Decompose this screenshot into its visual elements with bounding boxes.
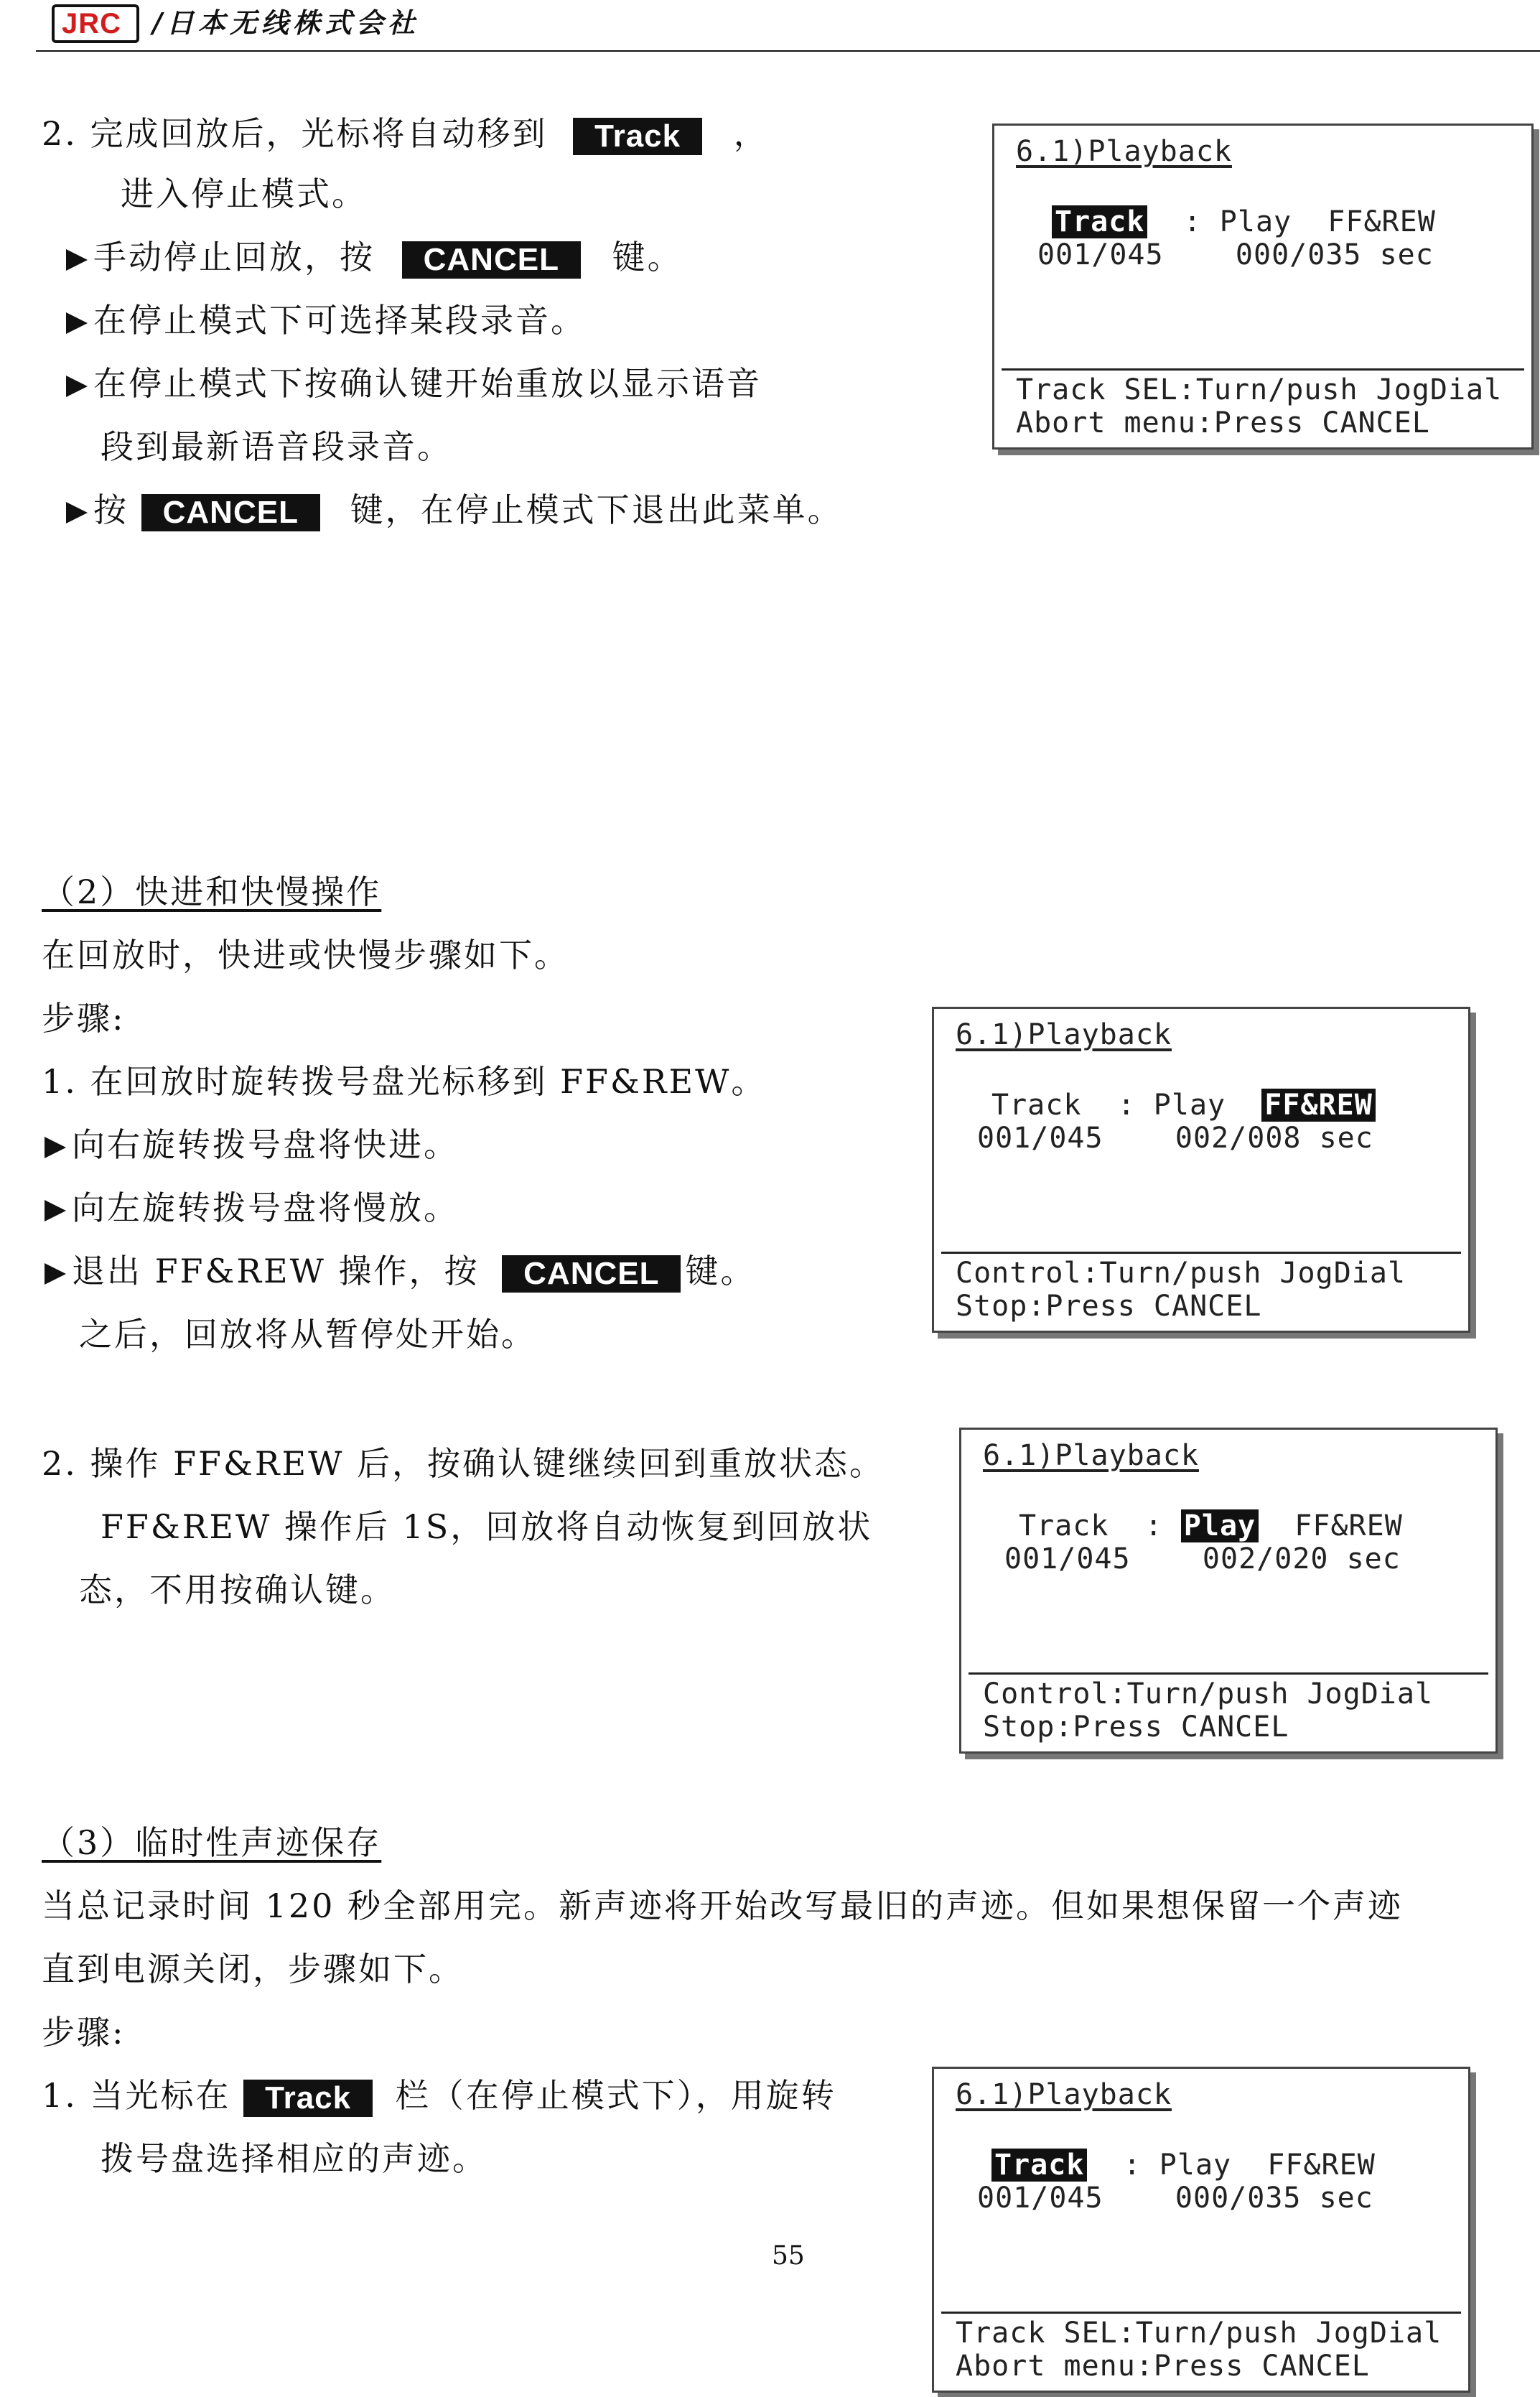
playback-screen-3 bbox=[959, 1428, 1498, 1754]
screen-footer-1: Track SEL:Turn/push JogDial bbox=[1016, 373, 1503, 406]
track-key: Track bbox=[243, 2080, 373, 2117]
header-rule bbox=[36, 50, 1540, 52]
bullet-arrow-icon bbox=[66, 249, 88, 271]
section3-p1: 当总记录时间 120 秒全部用完。新声迹将开始改写最旧的声迹。但如果想保留一个声迹 bbox=[42, 1886, 1404, 1925]
screen-footer-2: Stop:Press CANCEL bbox=[956, 1290, 1262, 1323]
jrc-logo: JRC bbox=[52, 4, 139, 43]
bullet-arrow-icon bbox=[45, 1200, 66, 1221]
screen-rule bbox=[941, 1252, 1461, 1254]
screen-title: 6.1)Playback bbox=[1016, 135, 1232, 168]
hold-step1: 1. 当光标在 Track 栏（在停止模式下），用旋转 bbox=[42, 2076, 836, 2116]
screen-field-row: Track : Play FF&REW bbox=[991, 2148, 1376, 2182]
bullet-manual-stop: 手动停止回放，按 CANCEL 键。 bbox=[66, 236, 683, 279]
screen-value-row: 001/045 000/035 sec bbox=[1037, 238, 1434, 271]
screen-value-row: 001/045 000/035 sec bbox=[977, 2182, 1373, 2215]
bullet-arrow-icon bbox=[45, 1263, 66, 1285]
section2-intro: 在回放时，快进或快慢步骤如下。 bbox=[42, 936, 569, 974]
section2-heading: （2）快进和快慢操作 bbox=[42, 872, 382, 911]
step2-line2: 进入停止模式。 bbox=[121, 174, 367, 213]
playback-screen-4 bbox=[932, 2067, 1470, 2393]
steps-label: 步骤: bbox=[42, 2013, 126, 2052]
company-name: /日本无线株式会社 bbox=[152, 6, 419, 39]
playback-screen-1 bbox=[992, 124, 1534, 450]
page-number: 55 bbox=[772, 2241, 805, 2271]
track-key: Track bbox=[573, 118, 702, 155]
bullet-replay-cont: 段到最新语音段录音。 bbox=[101, 427, 452, 466]
screen-field-row: Track : Play FF&REW bbox=[1019, 1509, 1403, 1542]
section3-heading: （3）临时性声迹保存 bbox=[42, 1823, 382, 1862]
step2-line1: 2. 完成回放后，光标将自动移到 Track ， bbox=[42, 114, 769, 154]
ffrew-step2-end: 态，不用按确认键。 bbox=[79, 1570, 396, 1609]
cancel-key: CANCEL bbox=[141, 494, 320, 531]
cancel-key: CANCEL bbox=[402, 241, 581, 279]
bullet-exit-menu: 按 CANCEL 键，在停止模式下退出此菜单。 bbox=[66, 488, 843, 531]
bullet-slow: 向左旋转拨号盘将慢放。 bbox=[45, 1186, 459, 1229]
screen-footer-1: Control:Turn/push JogDial bbox=[983, 1677, 1434, 1711]
ffrew-step2-cont: FF&REW 操作后 1S，回放将自动恢复到回放状 bbox=[101, 1507, 873, 1546]
ffrew-after: 之后，回放将从暂停处开始。 bbox=[79, 1315, 536, 1354]
screen-field-row: Track : Play FF&REW bbox=[1052, 205, 1436, 239]
screen-footer-2: Stop:Press CANCEL bbox=[983, 1711, 1289, 1744]
playback-screen-2 bbox=[932, 1007, 1470, 1333]
bullet-arrow-icon bbox=[66, 502, 88, 523]
section3-p2: 直到电源关闭，步骤如下。 bbox=[42, 1950, 464, 1988]
ffrew-step2: 2. 操作 FF&REW 后，按确认键继续回到重放状态。 bbox=[42, 1444, 885, 1483]
cancel-key: CANCEL bbox=[502, 1255, 681, 1293]
screen-value-row: 001/045 002/008 sec bbox=[977, 1122, 1373, 1155]
hold-step1-cont: 拨号盘选择相应的声迹。 bbox=[101, 2139, 487, 2178]
screen-rule bbox=[1002, 368, 1524, 371]
screen-rule bbox=[941, 2312, 1461, 2314]
screen-title: 6.1)Playback bbox=[956, 1018, 1172, 1051]
bullet-exit-ffrew: 退出 FF&REW 操作，按 CANCEL 键。 bbox=[45, 1249, 755, 1293]
screen-footer-1: Track SEL:Turn/push JogDial bbox=[956, 2317, 1442, 2350]
screen-title: 6.1)Playback bbox=[956, 2078, 1172, 2111]
screen-footer-2: Abort menu:Press CANCEL bbox=[1016, 406, 1430, 439]
ffrew-step1: 1. 在回放时旋转拨号盘光标移到 FF&REW。 bbox=[42, 1062, 767, 1101]
steps-label: 步骤: bbox=[42, 999, 126, 1038]
screen-rule bbox=[969, 1672, 1488, 1675]
screen-footer-2: Abort menu:Press CANCEL bbox=[956, 2350, 1370, 2383]
screen-field-row: Track : Play FF&REW bbox=[991, 1088, 1376, 1122]
screen-value-row: 001/045 002/020 sec bbox=[1004, 1542, 1401, 1575]
screen-title: 6.1)Playback bbox=[983, 1439, 1199, 1472]
bullet-fast-forward: 向右旋转拨号盘将快进。 bbox=[45, 1123, 459, 1166]
bullet-arrow-icon bbox=[45, 1137, 66, 1158]
bullet-arrow-icon bbox=[66, 376, 88, 397]
screen-footer-1: Control:Turn/push JogDial bbox=[956, 1257, 1406, 1290]
bullet-replay: 在停止模式下按确认键开始重放以显示语音 bbox=[66, 362, 762, 405]
bullet-arrow-icon bbox=[66, 312, 88, 334]
bullet-select-segment: 在停止模式下可选择某段录音。 bbox=[66, 299, 586, 342]
